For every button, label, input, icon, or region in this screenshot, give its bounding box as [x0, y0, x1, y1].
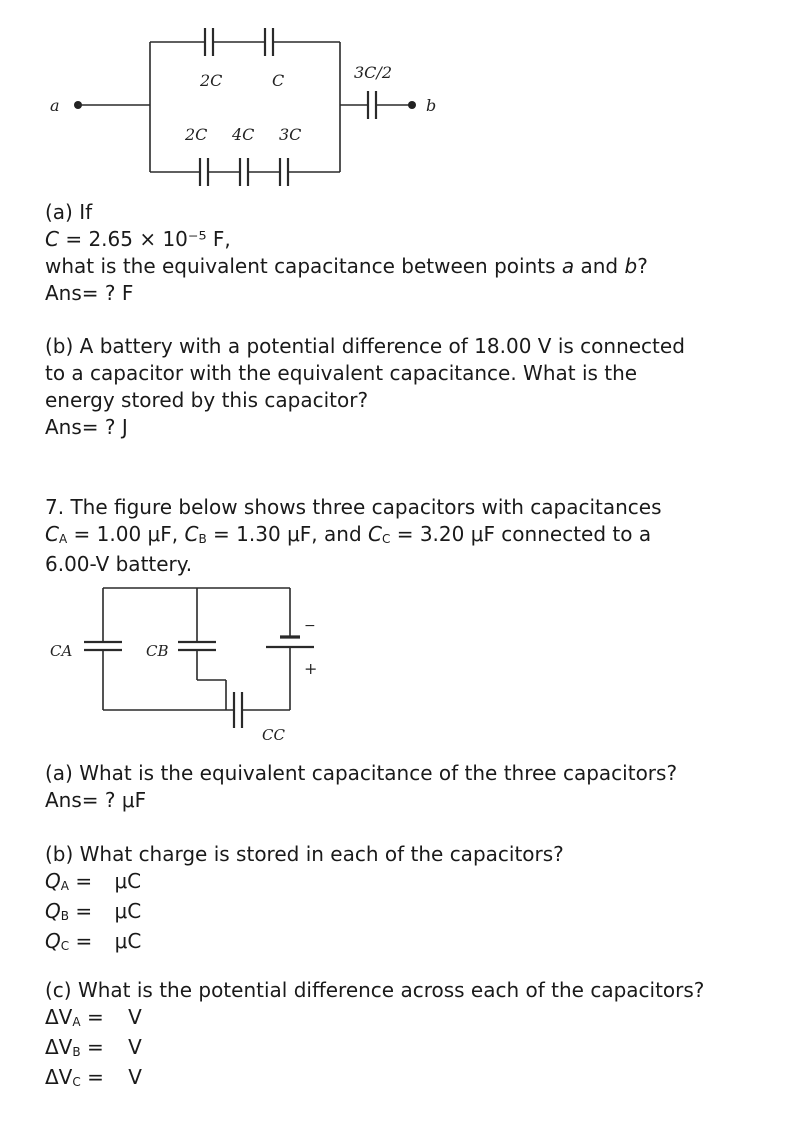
charge-var: Q — [45, 899, 61, 923]
cc-var: C — [368, 522, 382, 546]
voltage-unit: V — [128, 1005, 142, 1029]
capacitor-CB — [178, 642, 216, 650]
voltage-sub: B — [72, 1045, 81, 1059]
part1-a-line3-pre: what is the equivalent capacitance between points — [45, 254, 562, 278]
equals: = — [80, 1035, 111, 1059]
cc-sub: C — [381, 532, 391, 546]
charge-unit: μC — [114, 899, 142, 923]
capacitor-CC — [234, 692, 242, 728]
voltage-row-B — [45, 1034, 704, 1064]
ca-sub: A — [58, 532, 68, 546]
bottom-cap-label-2: 4C — [232, 125, 255, 144]
problem7-line3: 6.00-V battery. — [45, 552, 193, 576]
equals: = — [80, 1065, 111, 1089]
charge-unit: μC — [114, 929, 142, 953]
equals: = — [80, 1005, 111, 1029]
capacitor-network-diagram — [0, 0, 798, 200]
charge-sub: B — [60, 909, 69, 923]
charge-row-B — [45, 898, 564, 928]
terminal-b-dot — [408, 101, 416, 109]
cb-var: C — [184, 522, 199, 546]
point-a: a — [561, 254, 575, 278]
top-cap-label-2: C — [272, 71, 285, 90]
ca-value: = 1.00 μF, — [67, 522, 185, 546]
bottom-cap-label-3: 3C — [279, 125, 302, 144]
capacitor-2C-top — [205, 28, 213, 56]
capacitor-C-top — [265, 28, 273, 56]
cc-label: CC — [262, 726, 285, 744]
capacitor-3C-bottom — [280, 158, 288, 186]
part1-b-line3: energy stored by this capacitor? — [45, 388, 369, 412]
voltage-var: ΔV — [45, 1065, 73, 1089]
charge-sub: A — [60, 879, 69, 893]
problem7-line1: 7. The figure below shows three capacitors with capacitances — [45, 495, 662, 519]
part1-a-line2-rest: = 2.65 × 10⁻⁵ F, — [58, 227, 231, 251]
voltage-unit: V — [128, 1035, 142, 1059]
capacitor-2C-bottom — [200, 158, 208, 186]
charge-unit: μC — [114, 869, 142, 893]
point-b: b — [624, 254, 638, 278]
voltage-row-C — [45, 1064, 704, 1094]
cc-value: = 3.20 μF connected to a — [390, 522, 652, 546]
ca-label: CA — [50, 642, 73, 660]
part1-b-line2: to a capacitor with the equivalent capacitance. What is the — [45, 361, 638, 385]
cb-value: = 1.30 μF, and — [206, 522, 368, 546]
voltage-var: ΔV — [45, 1005, 73, 1029]
part1-b-line1: (b) A battery with a potential difference of 18.00 V is connected — [45, 334, 685, 358]
capacitor-4C-bottom — [240, 158, 248, 186]
voltage-row-A — [45, 1004, 704, 1034]
charge-var: Q — [45, 929, 61, 953]
equals: = — [68, 869, 99, 893]
question-c-text: (c) What is the potential difference across each of the capacitors? — [45, 978, 705, 1002]
terminal-b-label: b — [426, 96, 437, 115]
charge-var: Q — [45, 869, 61, 893]
cb-label: CB — [146, 642, 169, 660]
equals: = — [68, 899, 99, 923]
charge-row-C — [45, 928, 564, 958]
part1-b-answer: Ans= ? J — [45, 415, 128, 439]
part1-a-line3 — [45, 253, 648, 280]
terminal-a-label: a — [50, 96, 60, 115]
question-a-text: (a) What is the equivalent capacitance of the three capacitors? — [45, 761, 678, 785]
ca-var: C — [45, 522, 59, 546]
charge-sub: C — [60, 939, 70, 953]
voltage-unit: V — [128, 1065, 142, 1089]
capacitor-3C-2-series — [368, 91, 376, 119]
question-a — [45, 760, 677, 814]
battery — [266, 637, 314, 647]
problem7-statement — [45, 494, 662, 578]
part1-a-line1: (a) If — [45, 200, 93, 224]
cb-sub: B — [198, 532, 207, 546]
series-cap-label: 3C/2 — [354, 63, 392, 82]
top-cap-label-1: 2C — [200, 71, 223, 90]
question-a-answer: Ans= ? μF — [45, 788, 147, 812]
question-b-text: (b) What charge is stored in each of the capacitors? — [45, 842, 564, 866]
part1-question-a — [45, 199, 648, 307]
voltage-sub: A — [72, 1015, 81, 1029]
var-C: C — [45, 227, 59, 251]
part1-a-answer: Ans= ? F — [45, 281, 134, 305]
battery-plus-label: + — [304, 659, 318, 678]
part1-a-line2 — [45, 226, 648, 253]
voltage-sub: C — [72, 1075, 81, 1089]
charge-row-A — [45, 868, 564, 898]
part1-a-line3-end: ? — [637, 254, 648, 278]
voltage-var: ΔV — [45, 1035, 73, 1059]
capacitor-CA — [84, 642, 122, 650]
question-c — [45, 977, 704, 1094]
battery-minus-label: − — [304, 618, 316, 634]
question-b — [45, 841, 564, 958]
equals: = — [69, 929, 99, 953]
problem7-line2 — [45, 521, 662, 551]
part1-a-line3-mid: and — [574, 254, 625, 278]
three-capacitor-circuit-diagram — [0, 580, 798, 750]
bottom-cap-label-1: 2C — [185, 125, 208, 144]
part1-question-b — [45, 333, 685, 441]
